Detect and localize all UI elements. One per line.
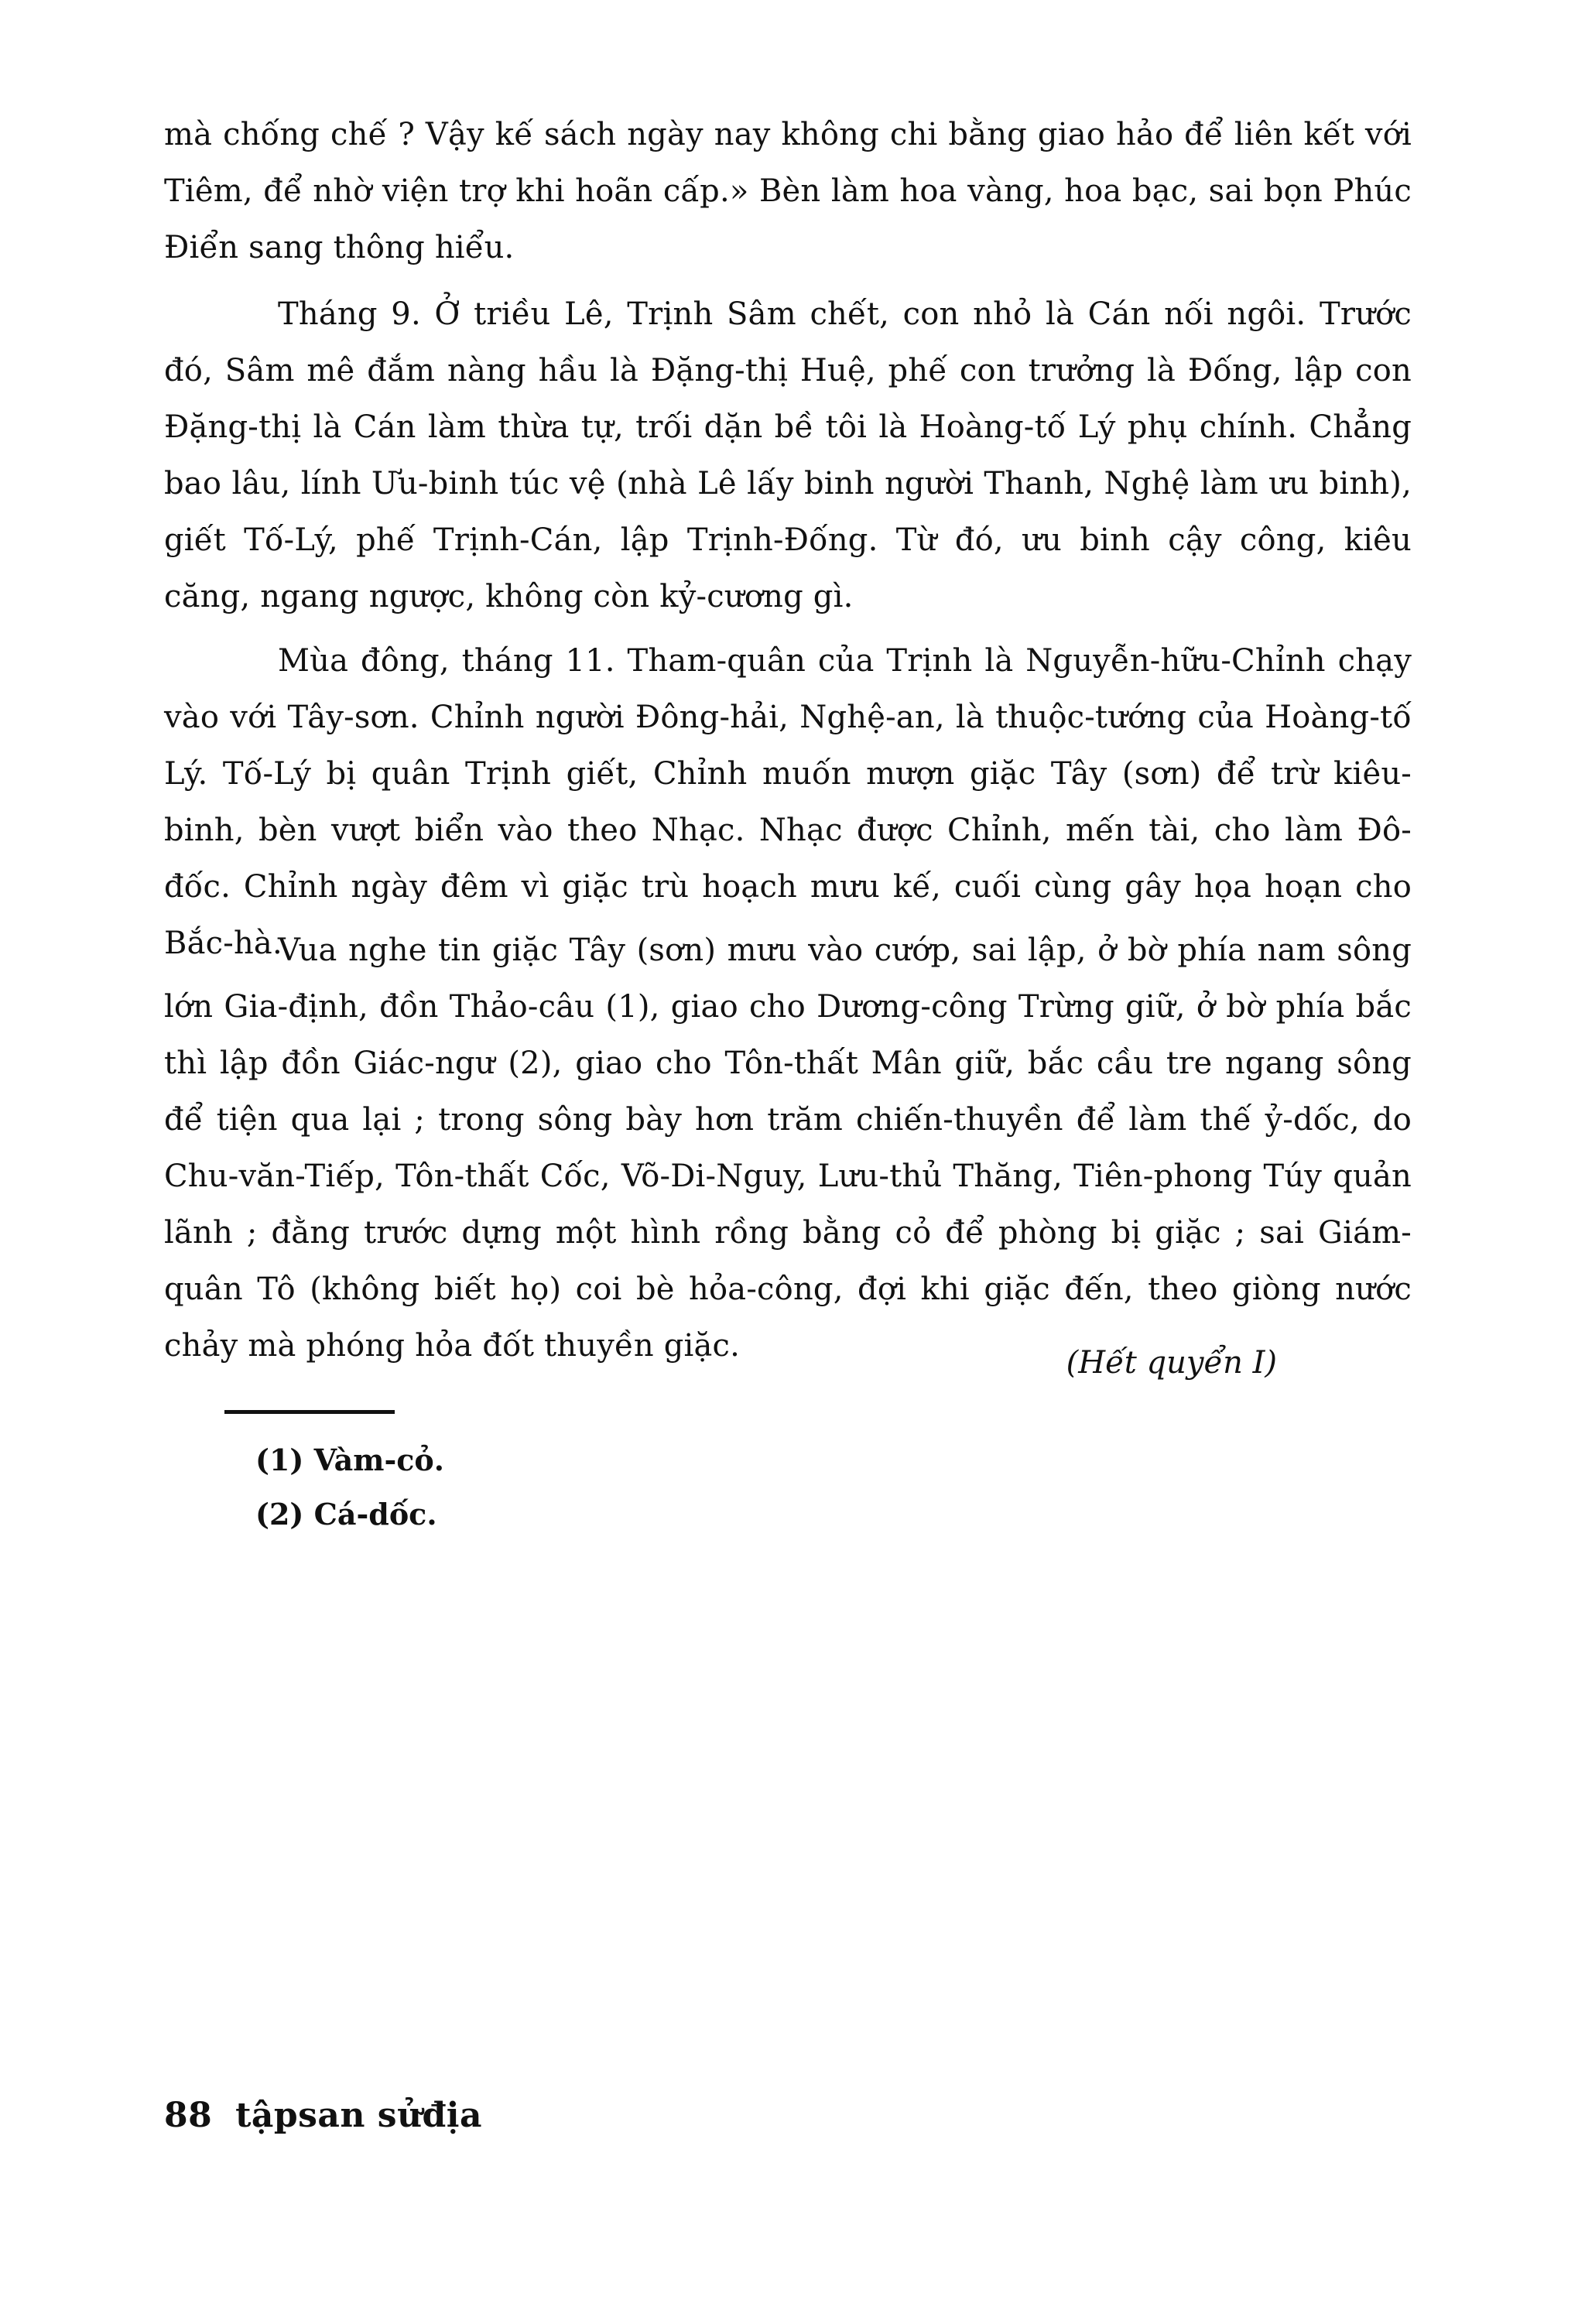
paragraph-1: mà chống chế ? Vậy kế sách ngày nay không chi bằng giao hảo để liên kết với Tiêm, để nhờ viện trợ khi hoãn cấp.» Bèn làm hoa vàng, hoa bạc, sai bọn Phúc Điển sang thông hiểu. (164, 117, 1412, 265)
paragraph-4: Vua nghe tin giặc Tây (sơn) mưu vào cướp, sai lập, ở bờ phía nam sông lớn Gia-định, đồn Thảo-câu (1), giao cho Dương-công Trừng giữ, ở bờ phía bắc thì lập đồn Giác-ngư (2), giao cho Tôn-thất Mân giữ, bắc cầu tre ngang sông để tiện qua lại ; trong sông bày hơn trăm chiến-thuyền để làm thế ỷ-dốc, do Chu-văn-Tiếp, Tôn-thất Cốc, Võ-Di-Nguy, Lưu-thủ Thăng, Tiên-phong Túy quản lãnh ; đằng trước dựng một hình rồng bằng cỏ để phòng bị giặc ; sai Giám-quân Tô (không biết họ) coi bè hỏa-công, đợi khi giặc đến, theo giòng nước chảy mà phóng hỏa đốt thuyền giặc. (164, 933, 1412, 1364)
page-footer (164, 2096, 482, 2135)
body-paragraph-continued (164, 107, 1412, 276)
end-of-volume-note: (Hết quyển I) (1066, 1345, 1277, 1381)
footnote-divider (224, 1410, 395, 1414)
footnotes (255, 1433, 444, 1542)
body-paragraph (164, 633, 1412, 972)
paragraph-3: Mùa đông, tháng 11. Tham-quân của Trịnh là Nguyễn-hữu-Chỉnh chạy vào với Tây-sơn. Chỉnh người Đông-hải, Nghệ-an, là thuộc-tướng của Hoàng-tố Lý. Tố-Lý bị quân Trịnh giết, Chỉnh muốn mượn giặc Tây (sơn) để trừ kiêu-binh, bèn vượt biển vào theo Nhạc. Nhạc được Chỉnh, mến tài, cho làm Đô-đốc. Chỉnh ngày đêm vì giặc trù hoạch mưu kế, cuối cùng gây họa hoạn cho Bắc-hà. (164, 643, 1412, 961)
footnote-1: (1) Vàm-cỏ. (255, 1443, 444, 1477)
body-paragraph (164, 286, 1412, 625)
page-number: 88 (164, 2096, 213, 2135)
body-paragraph (164, 922, 1412, 1374)
paragraph-2: Tháng 9. Ở triều Lê, Trịnh Sâm chết, con nhỏ là Cán nối ngôi. Trước đó, Sâm mê đắm nàng hầu là Đặng-thị Huệ, phế con trưởng là Đống, lập con Đặng-thị là Cán làm thừa tự, trối dặn bề tôi là Hoàng-tố Lý phụ chính. Chẳng bao lâu, lính Ưu-binh túc vệ (nhà Lê lấy binh người Thanh, Nghệ làm ưu binh), giết Tố-Lý, phế Trịnh-Cán, lập Trịnh-Đống. Từ đó, ưu binh cậy công, kiêu căng, ngang ngược, không còn kỷ-cương gì. (164, 296, 1412, 614)
publication-name: tậpsan sửđịa (235, 2096, 483, 2135)
footnote-2: (2) Cá-dốc. (255, 1497, 437, 1532)
